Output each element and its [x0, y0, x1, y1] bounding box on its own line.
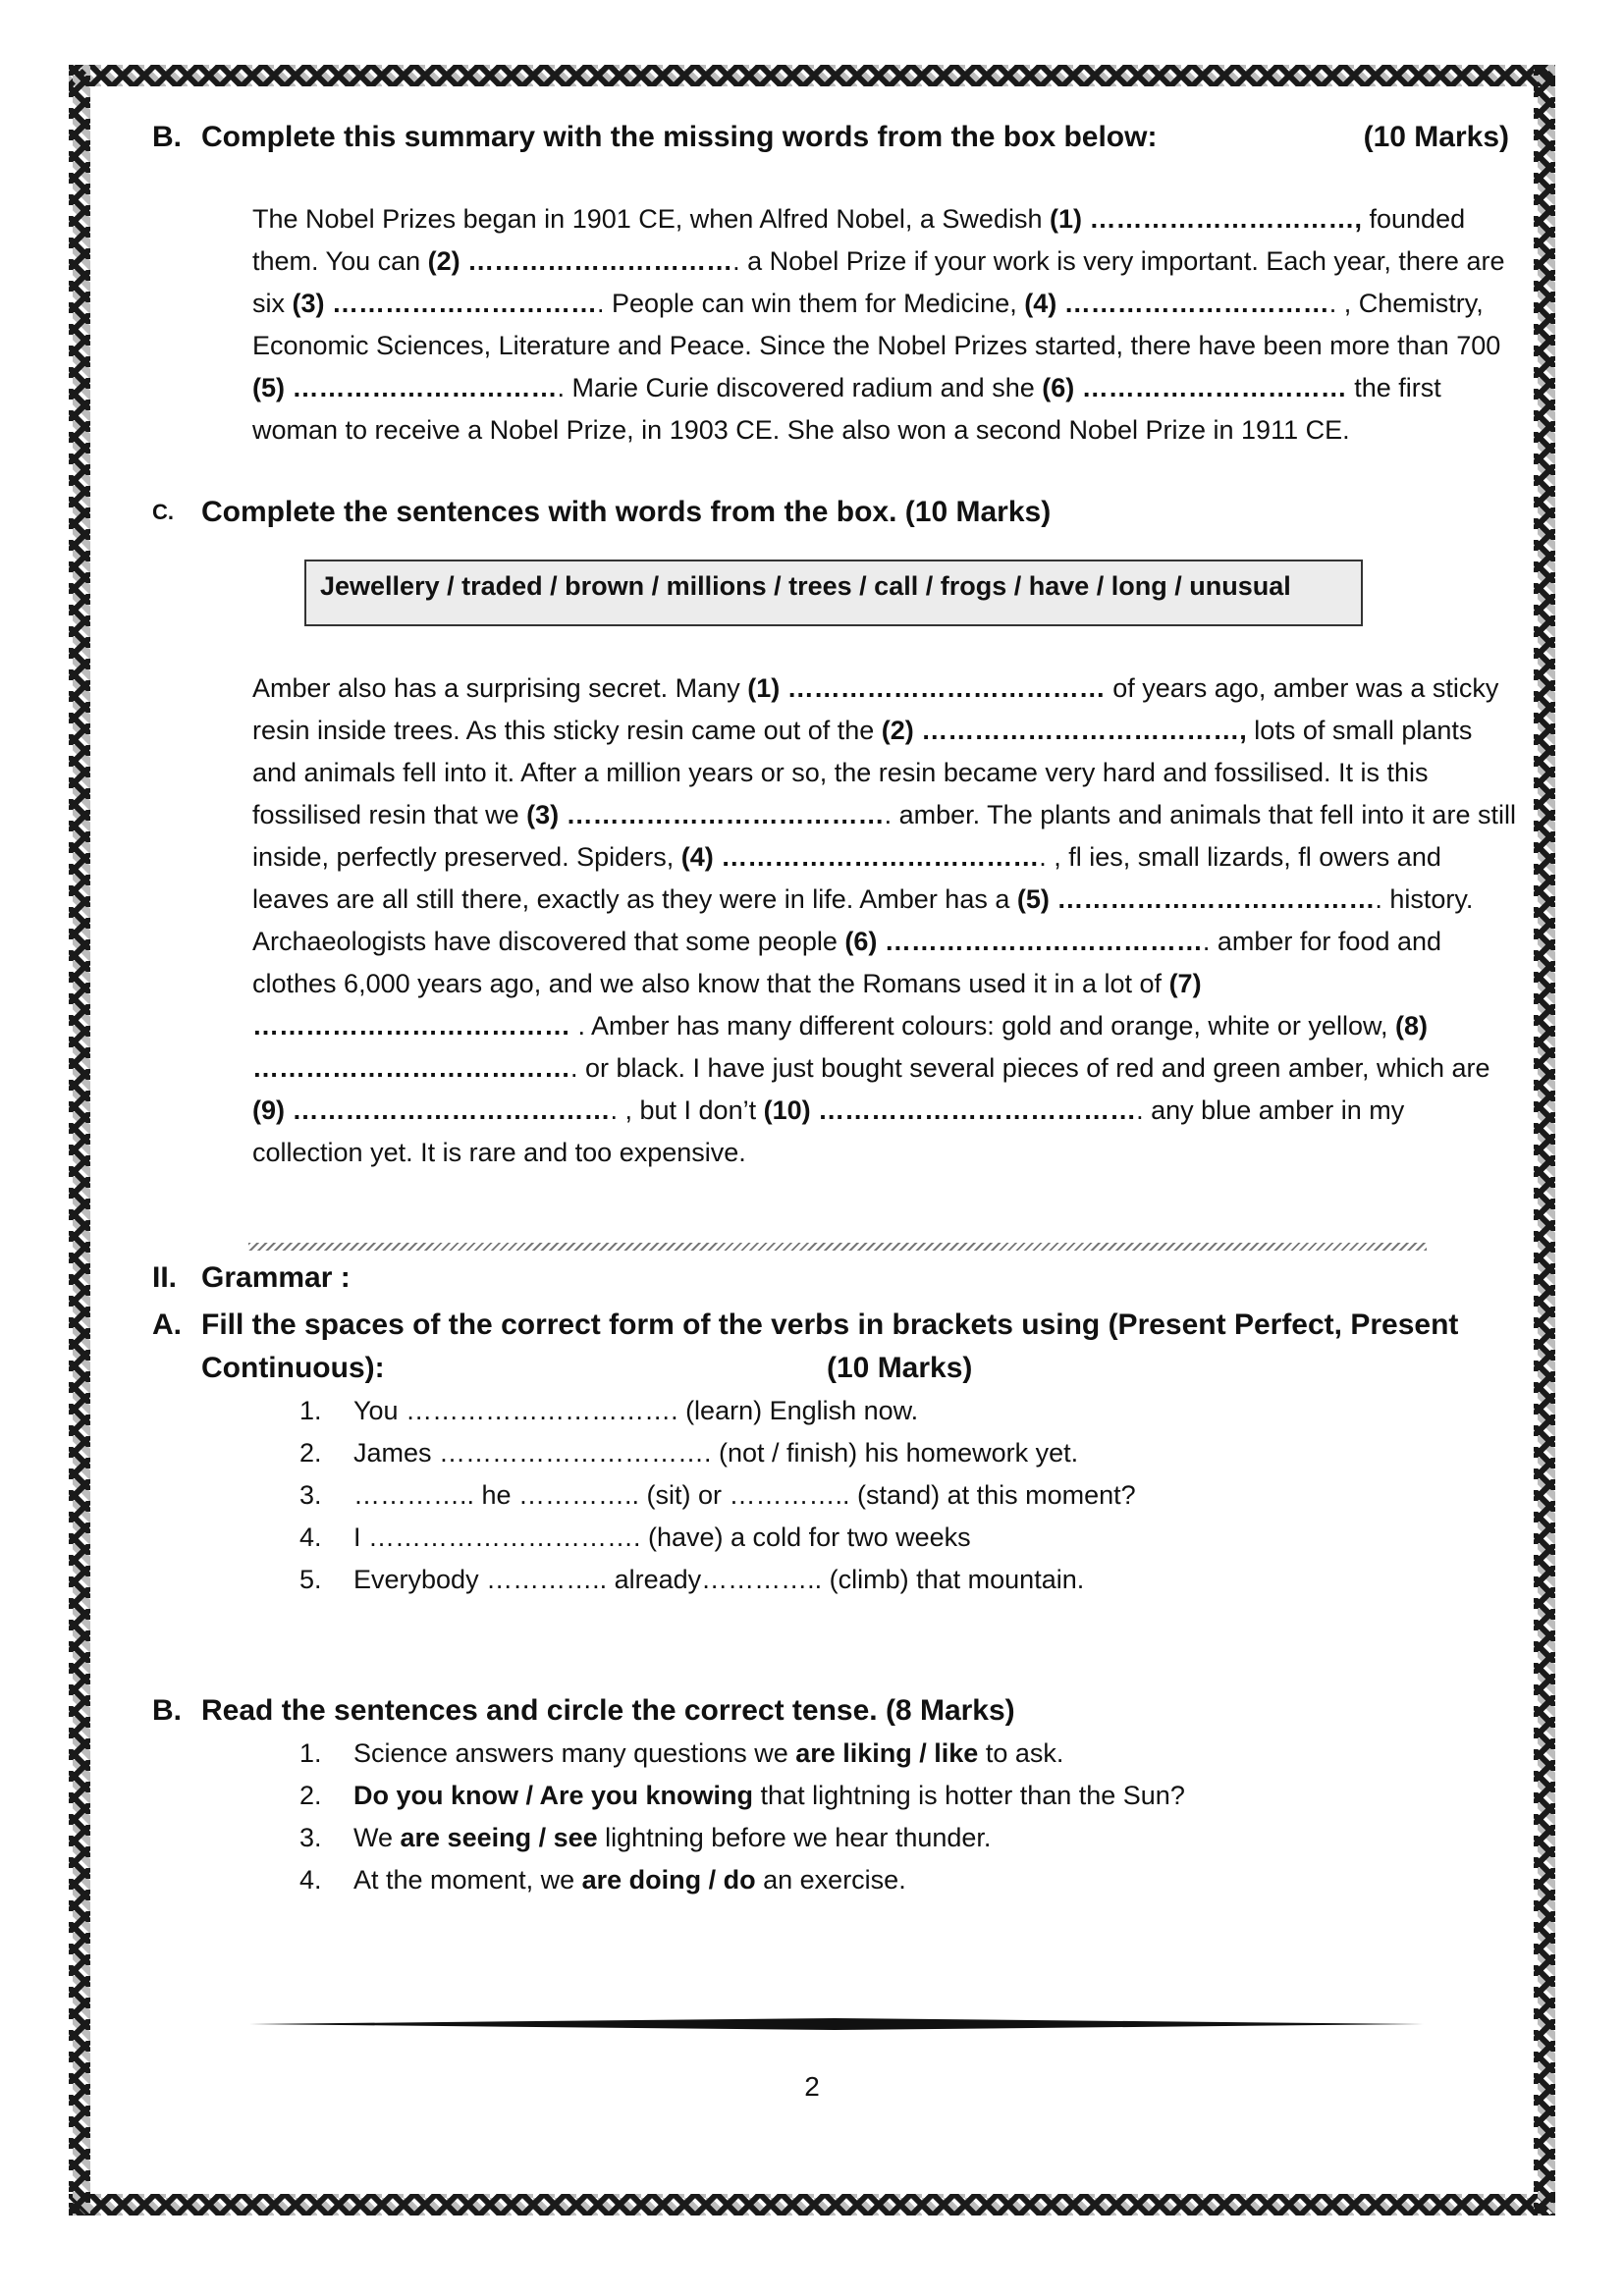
- blank-slot: (4) …………………………: [1024, 289, 1329, 318]
- exercise-item: [201, 1517, 1517, 1559]
- blank-slot: (8) ………………………………: [252, 1011, 1428, 1083]
- blank-slot: (2) ………………………………,: [881, 716, 1247, 745]
- section-c-label: C.: [152, 500, 174, 524]
- exercise-item: [201, 1432, 1517, 1474]
- passage-text: . amber. The plants and animals that fell into it are still inside, perfectly preserved. Spiders,: [252, 800, 1516, 872]
- blank-slot: (10) ………………………………: [763, 1095, 1137, 1125]
- frame-border-right: [1534, 65, 1555, 2216]
- section-c-heading: [152, 491, 1517, 534]
- passage-text: of years ago, amber was a sticky resin inside trees. As this sticky resin came out of the: [252, 673, 1499, 745]
- blank-slot: (6) ………………………………: [844, 927, 1203, 956]
- passage-text: . Marie Curie discovered radium and she: [557, 373, 1043, 402]
- blank-slot: (2) …………………………: [427, 246, 733, 276]
- grammar-label: II.: [152, 1261, 178, 1294]
- tense-choice: are liking / like: [795, 1738, 979, 1768]
- blank-slot: (3) ………………………………: [526, 800, 885, 829]
- item-text: James …………………………. (not / finish) his homework yet.: [353, 1438, 1079, 1468]
- item-number: 3.: [299, 1823, 322, 1852]
- grammar-heading: [152, 1256, 1517, 1300]
- exercise-item: [201, 1390, 1517, 1432]
- grammar-part-a-title-line1: Fill the spaces of the correct form of the verbs in brackets using (Present Perfect, Present: [201, 1308, 1459, 1341]
- section-b-label: B.: [152, 121, 182, 153]
- section-b-marks: (10 Marks): [1363, 121, 1509, 153]
- section-divider: [248, 1243, 1427, 1251]
- blank-slot: (7) ………………………………: [252, 969, 1202, 1041]
- item-number: 1.: [299, 1396, 322, 1425]
- section-c-passage: [201, 667, 1519, 1174]
- blank-slot: (9) ………………………………: [252, 1095, 611, 1125]
- blank-slot: (4) ………………………………: [680, 842, 1040, 872]
- section-b-title: Complete this summary with the missing words from the box below:: [201, 121, 1158, 153]
- item-number: 1.: [299, 1738, 322, 1768]
- item-text: that lightning is hotter than the Sun?: [753, 1781, 1185, 1810]
- tense-choice: Do you know / Are you knowing: [353, 1781, 754, 1810]
- section-b-heading: [152, 116, 1517, 159]
- item-text: We: [353, 1823, 401, 1852]
- exercise-item: [201, 1733, 1517, 1775]
- passage-text: . Amber has many different colours: gold and orange, white or yellow,: [570, 1011, 1395, 1041]
- passage-text: . any blue amber in my collection yet. It is rare and too expensive.: [252, 1095, 1405, 1167]
- passage-text: founded them. You can: [252, 204, 1466, 276]
- blank-slot: (5) …………………………: [252, 373, 558, 402]
- item-text: an exercise.: [755, 1865, 906, 1895]
- passage-text: . , fl ies, small lizards, fl owers and leaves are all still there, exactly as they were in life. Amber has a: [252, 842, 1441, 914]
- page-number: 2: [804, 2071, 820, 2102]
- passage-text: . People can win them for Medicine,: [597, 289, 1025, 318]
- passage-text: . , Chemistry, Economic Sciences, Literature and Peace. Since the Nobel Prizes started, there have been more than 700: [252, 289, 1501, 360]
- blank-slot: (1) ………………………………: [747, 673, 1106, 703]
- grammar-part-b-list: [201, 1733, 1517, 1901]
- page-content: [152, 116, 1517, 1901]
- footer-rule: [245, 2017, 1424, 2031]
- grammar-part-a-label: A.: [152, 1308, 182, 1341]
- passage-text: The Nobel Prizes began in 1901 CE, when Alfred Nobel, a Swedish: [252, 204, 1050, 234]
- section-b-summary: [201, 198, 1519, 452]
- exercise-item: [201, 1859, 1517, 1901]
- grammar-part-a-title-line2: Continuous):: [201, 1352, 385, 1384]
- item-text: You …………………………. (learn) English now.: [353, 1396, 919, 1425]
- frame-border-bottom: [69, 2194, 1555, 2216]
- grammar-part-b-title: Read the sentences and circle the correct tense. (8 Marks): [201, 1694, 1015, 1727]
- item-number: 5.: [299, 1565, 322, 1594]
- item-number: 4.: [299, 1522, 322, 1552]
- item-number: 4.: [299, 1865, 322, 1895]
- frame-border-top: [69, 65, 1555, 86]
- grammar-part-b-label: B.: [152, 1694, 182, 1727]
- item-text: I …………………………. (have) a cold for two weeks: [353, 1522, 971, 1552]
- grammar-part-a-list: [201, 1390, 1517, 1601]
- frame-border-left: [69, 65, 90, 2216]
- exercise-item: [201, 1474, 1517, 1517]
- grammar-title: Grammar :: [201, 1261, 351, 1294]
- item-text: At the moment, we: [353, 1865, 582, 1895]
- passage-text: . a Nobel Prize if your work is very important. Each year, there are six: [252, 246, 1505, 318]
- passage-text: lots of small plants and animals fell into it. After a million years or so, the resin became very hard and fossilised. It is this fossilised resin that we: [252, 716, 1473, 829]
- section-c-title: Complete the sentences with words from the box. (10 Marks): [201, 496, 1052, 528]
- grammar-part-a-marks: (10 Marks): [827, 1352, 973, 1384]
- passage-text: . history. Archaeologists have discovered that some people: [252, 884, 1474, 956]
- item-number: 2.: [299, 1438, 322, 1468]
- passage-text: . , but I don’t: [610, 1095, 764, 1125]
- item-number: 3.: [299, 1480, 322, 1510]
- item-text: lightning before we hear thunder.: [597, 1823, 992, 1852]
- item-text: Everybody ………….. already………….. (climb) that mountain.: [353, 1565, 1085, 1594]
- tense-choice: are doing / do: [581, 1865, 756, 1895]
- item-text: Science answers many questions we: [353, 1738, 796, 1768]
- blank-slot: (6) …………………………: [1042, 373, 1347, 402]
- exercise-item: [201, 1817, 1517, 1859]
- passage-text: the first woman to receive a Nobel Prize, in 1903 CE. She also won a second Nobel Prize in 1911 CE.: [252, 373, 1441, 445]
- exercise-item: [201, 1775, 1517, 1817]
- passage-text: . amber for food and clothes 6,000 years ago, and we also know that the Romans used it in a lot of: [252, 927, 1442, 998]
- blank-slot: (5) ………………………………: [1016, 884, 1376, 914]
- item-text: ………….. he ………….. (sit) or ………….. (stand) at this moment?: [353, 1480, 1136, 1510]
- item-text: to ask.: [978, 1738, 1064, 1768]
- tense-choice: are seeing / see: [400, 1823, 598, 1852]
- blank-slot: (3) …………………………: [292, 289, 597, 318]
- word-box: Jewellery / traded / brown / millions / trees / call / frogs / have / long / unusual: [304, 560, 1363, 626]
- passage-text: . or black. I have just bought several pieces of red and green amber, which are: [570, 1053, 1490, 1083]
- item-number: 2.: [299, 1781, 322, 1810]
- exercise-item: [201, 1559, 1517, 1601]
- passage-text: Amber also has a surprising secret. Many: [252, 673, 748, 703]
- grammar-part-a-heading-line2: [201, 1347, 1517, 1390]
- blank-slot: (1) …………………………,: [1049, 204, 1362, 234]
- grammar-part-b-heading: [152, 1689, 1517, 1733]
- grammar-part-a-heading: [152, 1304, 1517, 1347]
